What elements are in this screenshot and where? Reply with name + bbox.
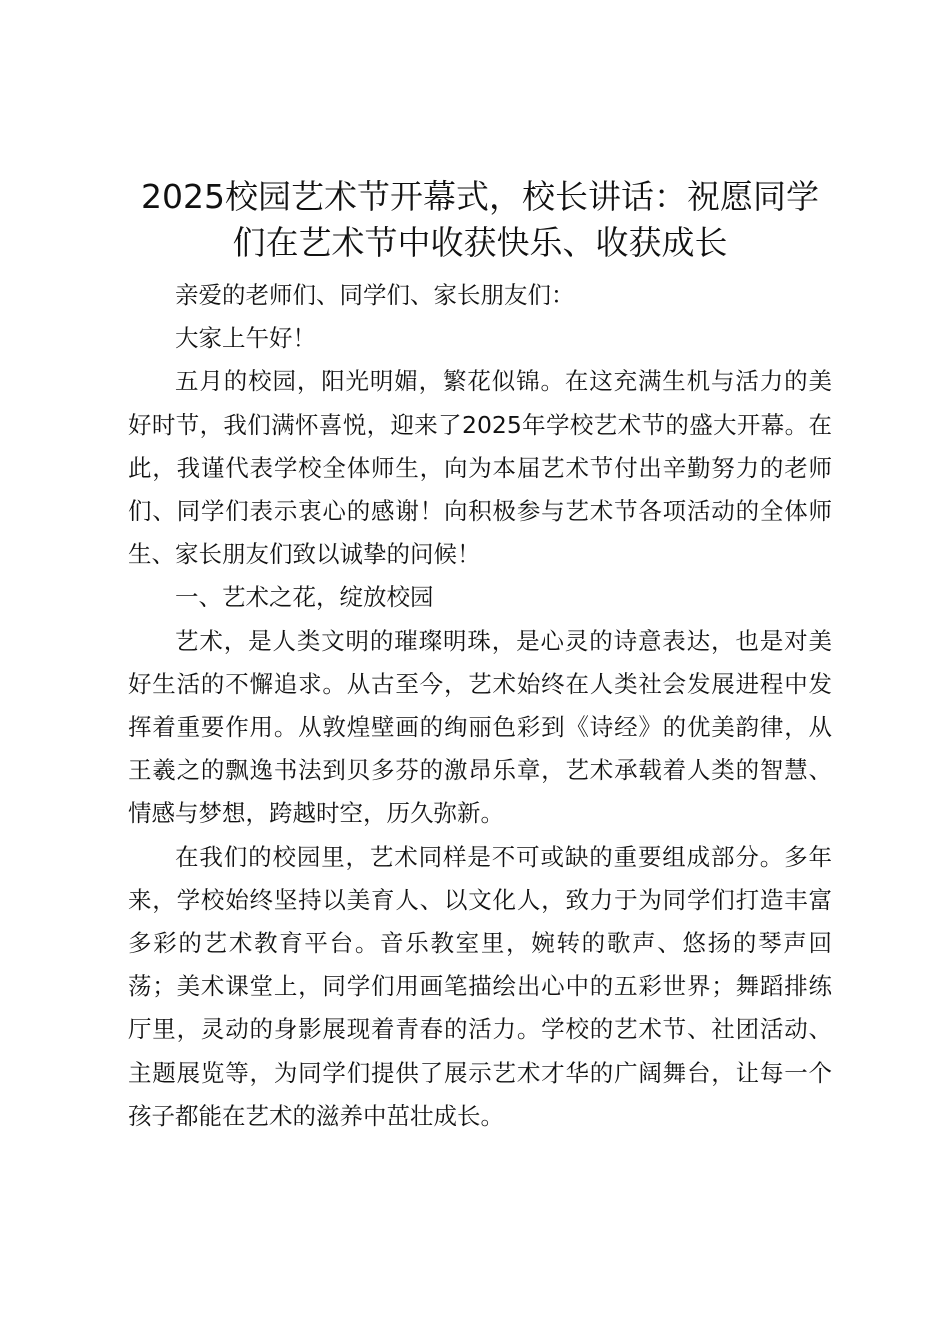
document-body	[128, 274, 832, 1138]
document-title: 2025校园艺术节开幕式，校长讲话：祝愿同学们在艺术节中收获快乐、收获成长	[141, 177, 819, 262]
body-paragraph: 艺术，是人类文明的璀璨明珠，是心灵的诗意表达，也是对美好生活的不懈追求。从古至今，艺术始终在人类社会发展进程中发挥着重要作用。从敦煌壁画的绚丽色彩到《诗经》的优美韵律，从王羲之的飘逸书法到贝多芬的激昂乐章，艺术承载着人类的智慧、情感与梦想，跨越时空，历久弥新。	[128, 626, 832, 828]
body-paragraph: 五月的校园，阳光明媚，繁花似锦。在这充满生机与活力的美好时节，我们满怀喜悦，迎来了2025年学校艺术节的盛大开幕。在此，我谨代表学校全体师生，向为本届艺术节付出辛勤努力的老师们、同学们表示衷心的感谢！向积极参与艺术节各项活动的全体师生、家长朋友们致以诚挚的问候！	[128, 367, 832, 569]
salutation-paragraph: 亲爱的老师们、同学们、家长朋友们：	[175, 281, 575, 309]
body-paragraph: 在我们的校园里，艺术同样是不可或缺的重要组成部分。多年来，学校始终坚持以美育人、以文化人，致力于为同学们打造丰富多彩的艺术教育平台。音乐教室里，婉转的歌声、悠扬的琴声回荡；美术课堂上，同学们用画笔描绘出心中的五彩世界；舞蹈排练厅里，灵动的身影展现着青春的活力。学校的艺术节、社团活动、主题展览等，为同学们提供了展示艺术才华的广阔舞台，让每一个孩子都能在艺术的滋养中茁壮成长。	[128, 842, 832, 1130]
document-content	[128, 174, 832, 1138]
section-heading: 一、艺术之花，绽放校园	[175, 583, 434, 612]
greeting-paragraph: 大家上午好！	[175, 324, 316, 353]
